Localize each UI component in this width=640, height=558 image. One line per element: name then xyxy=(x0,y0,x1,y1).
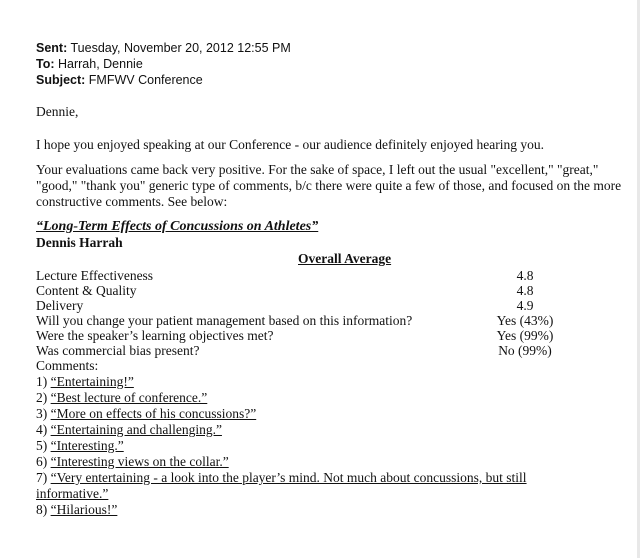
row-value-commercial-bias: No (99%) xyxy=(498,343,552,358)
to-value: Harrah, Dennie xyxy=(58,57,143,71)
comment-item xyxy=(36,422,222,438)
comment-text: “Interesting views on the collar.” xyxy=(50,454,229,469)
subject-label: Subject: xyxy=(36,73,86,87)
row-label-patient-management: Will you change your patient management based on this information? xyxy=(36,313,413,328)
comment-number: 8) xyxy=(36,502,48,517)
comment-number: 6) xyxy=(36,454,48,469)
comments-label: Comments: xyxy=(36,358,99,373)
comment-number: 4) xyxy=(36,422,48,437)
speaker-name: Dennis Harrah xyxy=(36,235,123,250)
sent-label: Sent: xyxy=(36,41,68,55)
comment-item xyxy=(36,390,207,406)
lecture-title: “Long-Term Effects of Concussions on Athletes” xyxy=(36,219,319,234)
comment-item xyxy=(36,406,256,422)
comment-item xyxy=(36,374,134,390)
to-line xyxy=(36,56,143,72)
row-label-delivery: Delivery xyxy=(36,298,84,313)
paragraph-2: Your evaluations came back very positive. For the sake of space, I left out the usual "excellent," "great," "good," "thank you" generic type of comments, b/c there were quite a few of those, and focused on the more constructive comments. See below: xyxy=(36,162,622,209)
comment-text: “Entertaining and challenging.” xyxy=(50,422,222,437)
sent-value: Tuesday, November 20, 2012 12:55 PM xyxy=(70,41,291,55)
comment-text: “Best lecture of conference.” xyxy=(50,390,208,405)
row-value-content-quality: 4.8 xyxy=(516,283,534,298)
comment-text-continued: informative.” xyxy=(36,486,109,501)
comment-item xyxy=(36,454,229,470)
comment-number: 7) xyxy=(36,470,48,485)
comment-text: “Entertaining!” xyxy=(50,374,134,389)
row-label-commercial-bias: Was commercial bias present? xyxy=(36,343,200,358)
paragraph-1: I hope you enjoyed speaking at our Conference - our audience definitely enjoyed hearing you. xyxy=(36,137,544,152)
comment-number: 5) xyxy=(36,438,48,453)
comment-item xyxy=(36,502,117,518)
overall-average-heading: Overall Average xyxy=(298,251,392,266)
comment-number: 3) xyxy=(36,406,48,421)
subject-line xyxy=(36,72,203,88)
comment-number: 2) xyxy=(36,390,48,405)
comment-continuation xyxy=(36,486,108,502)
row-label-lecture-effectiveness: Lecture Effectiveness xyxy=(36,268,154,283)
greeting: Dennie, xyxy=(36,104,79,119)
row-label-objectives-met: Were the speaker’s learning objectives met? xyxy=(36,328,274,343)
comment-text: “More on effects of his concussions?” xyxy=(50,406,257,421)
comment-item xyxy=(36,438,124,454)
comment-text: “Hilarious!” xyxy=(50,502,118,517)
comment-text: “Interesting.” xyxy=(50,438,124,453)
subject-value: FMFWV Conference xyxy=(88,73,203,87)
comment-item xyxy=(36,470,527,486)
sent-line xyxy=(36,40,291,56)
row-value-lecture-effectiveness: 4.8 xyxy=(516,268,534,283)
comment-number: 1) xyxy=(36,374,48,389)
row-value-objectives-met: Yes (99%) xyxy=(496,328,554,343)
row-label-content-quality: Content & Quality xyxy=(36,283,137,298)
row-value-patient-management: Yes (43%) xyxy=(496,313,554,328)
to-label: To: xyxy=(36,57,55,71)
comment-text: “Very entertaining - a look into the player’s mind. Not much about concussions, but still xyxy=(50,470,527,485)
row-value-delivery: 4.9 xyxy=(516,298,534,313)
